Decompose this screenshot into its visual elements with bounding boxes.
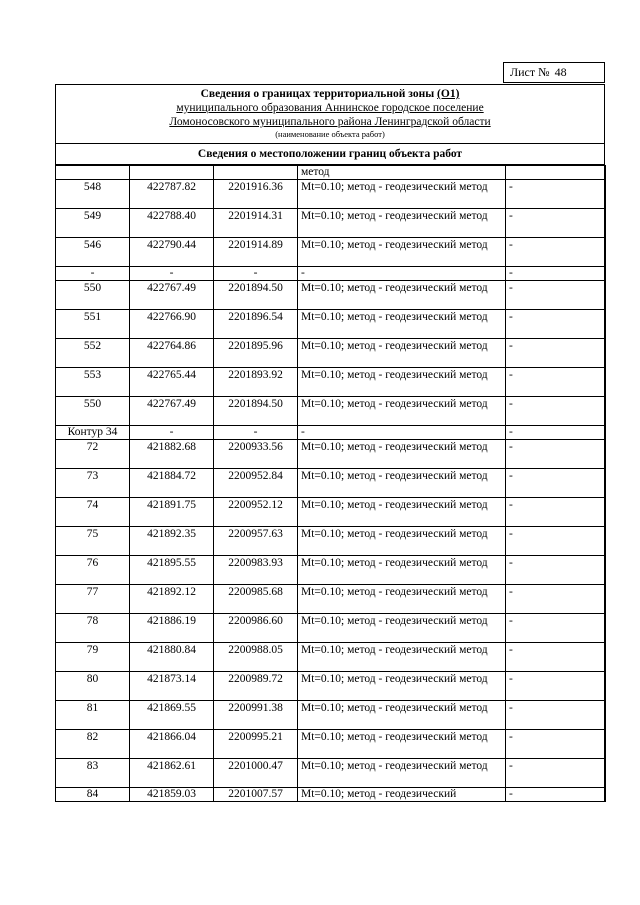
cell-note: - (506, 788, 606, 802)
cell-number (56, 166, 130, 180)
cell-number: 553 (56, 368, 130, 397)
cell-description: Mt=0.10; метод - геодезический метод (298, 556, 506, 585)
cell-note: - (506, 209, 606, 238)
cell-description: Mt=0.10; метод - геодезический метод (298, 180, 506, 209)
cell-number: 78 (56, 614, 130, 643)
cell-x: 421869.55 (130, 701, 214, 730)
cell-y: 2201914.89 (214, 238, 298, 267)
cell-number: 73 (56, 469, 130, 498)
table-row (56, 730, 606, 759)
cell-description: Mt=0.10; метод - геодезический метод (298, 469, 506, 498)
cell-x: 421882.68 (130, 440, 214, 469)
cell-y: 2200957.63 (214, 527, 298, 556)
cell-number: 80 (56, 672, 130, 701)
cell-description: Mt=0.10; метод - геодезический метод (298, 209, 506, 238)
cell-description: Mt=0.10; метод - геодезический метод (298, 281, 506, 310)
cell-note: - (506, 498, 606, 527)
cell-note: - (506, 585, 606, 614)
cell-note: - (506, 614, 606, 643)
table-row-separator (56, 426, 606, 440)
cell-description: Mt=0.10; метод - геодезический метод (298, 498, 506, 527)
cell-x: 421892.35 (130, 527, 214, 556)
table-row (56, 759, 606, 788)
cell-note: - (506, 281, 606, 310)
cell-note: - (506, 310, 606, 339)
table-row (56, 238, 606, 267)
cell-note: - (506, 759, 606, 788)
cell-y: 2201896.54 (214, 310, 298, 339)
cell-number: 75 (56, 527, 130, 556)
sheet-number-box (503, 62, 605, 83)
cell-y: 2200952.84 (214, 469, 298, 498)
cell-number: 76 (56, 556, 130, 585)
cell-note: - (506, 701, 606, 730)
cell-description: Mt=0.10; метод - геодезический метод (298, 759, 506, 788)
title-zone: (О1) (437, 88, 460, 100)
cell-note: - (506, 426, 606, 440)
cell-x: 422765.44 (130, 368, 214, 397)
cell-x: - (130, 426, 214, 440)
cell-description: - (298, 267, 506, 281)
cell-y: 2201914.31 (214, 209, 298, 238)
cell-number: 550 (56, 397, 130, 426)
cell-y (214, 166, 298, 180)
cell-number: 83 (56, 759, 130, 788)
cell-y: 2201894.50 (214, 281, 298, 310)
cell-description: Mt=0.10; метод - геодезический (298, 788, 506, 802)
cell-number: 552 (56, 339, 130, 368)
cell-description: Mt=0.10; метод - геодезический метод (298, 672, 506, 701)
cell-y: 2200933.56 (214, 440, 298, 469)
cell-description: Mt=0.10; метод - геодезический метод (298, 397, 506, 426)
cell-number: 79 (56, 643, 130, 672)
cell-y: 2200989.72 (214, 672, 298, 701)
cell-y: 2200995.21 (214, 730, 298, 759)
table-row (56, 498, 606, 527)
cell-y: 2200952.12 (214, 498, 298, 527)
cell-description: Mt=0.10; метод - геодезический метод (298, 238, 506, 267)
table-row (56, 339, 606, 368)
table-row (56, 585, 606, 614)
cell-number: 546 (56, 238, 130, 267)
cell-number: - (56, 267, 130, 281)
cell-x: 422764.86 (130, 339, 214, 368)
document-title (56, 87, 604, 101)
cell-description: Mt=0.10; метод - геодезический метод (298, 585, 506, 614)
cell-number: 549 (56, 209, 130, 238)
cell-x: 422767.49 (130, 397, 214, 426)
table-row (56, 643, 606, 672)
cell-x: 421891.75 (130, 498, 214, 527)
cell-x (130, 166, 214, 180)
cell-x: 421866.04 (130, 730, 214, 759)
table-row (56, 440, 606, 469)
cell-x: 422790.44 (130, 238, 214, 267)
cell-y: 2200991.38 (214, 701, 298, 730)
table-row (56, 614, 606, 643)
table-row (56, 527, 606, 556)
cell-y: 2201000.47 (214, 759, 298, 788)
cell-note: - (506, 643, 606, 672)
cell-note: - (506, 527, 606, 556)
table-row (56, 180, 606, 209)
cell-x: 421895.55 (130, 556, 214, 585)
table-row (56, 469, 606, 498)
cell-y: 2201894.50 (214, 397, 298, 426)
cell-description: Mt=0.10; метод - геодезический метод (298, 614, 506, 643)
cell-note: - (506, 368, 606, 397)
cell-number: 551 (56, 310, 130, 339)
table-row (56, 556, 606, 585)
table-row (56, 397, 606, 426)
cell-description: Mt=0.10; метод - геодезический метод (298, 730, 506, 759)
cell-x: 421873.14 (130, 672, 214, 701)
cell-y: 2200983.93 (214, 556, 298, 585)
cell-description: Mt=0.10; метод - геодезический метод (298, 527, 506, 556)
cell-number: 548 (56, 180, 130, 209)
cell-description: Mt=0.10; метод - геодезический метод (298, 339, 506, 368)
cell-x: 422788.40 (130, 209, 214, 238)
cell-note: - (506, 339, 606, 368)
cell-number: 82 (56, 730, 130, 759)
cell-description: Mt=0.10; метод - геодезический метод (298, 643, 506, 672)
cell-note: - (506, 469, 606, 498)
cell-description: - (298, 426, 506, 440)
cell-x: 422767.49 (130, 281, 214, 310)
cell-number: 81 (56, 701, 130, 730)
cell-number: 72 (56, 440, 130, 469)
cell-number: 77 (56, 585, 130, 614)
table-row (56, 672, 606, 701)
table-row (56, 701, 606, 730)
cell-description: Mt=0.10; метод - геодезический метод (298, 310, 506, 339)
cell-description: Mt=0.10; метод - геодезический метод (298, 440, 506, 469)
table-row (56, 281, 606, 310)
cell-note: - (506, 730, 606, 759)
cell-x: 421892.12 (130, 585, 214, 614)
header-district: Ломоносовского муниципального района Ленинградской области (169, 116, 491, 128)
cell-y: 2200986.60 (214, 614, 298, 643)
cell-y: 2200985.68 (214, 585, 298, 614)
coordinates-table (55, 165, 606, 802)
cell-y: 2201007.57 (214, 788, 298, 802)
cell-note (506, 166, 606, 180)
document-frame (55, 84, 605, 802)
cell-y: 2201893.92 (214, 368, 298, 397)
title-prefix: Сведения о границах территориальной зоны (200, 88, 435, 100)
cell-note: - (506, 238, 606, 267)
cell-x: 422787.82 (130, 180, 214, 209)
table-row (56, 368, 606, 397)
cell-x: 421862.61 (130, 759, 214, 788)
cell-note: - (506, 267, 606, 281)
cell-note: - (506, 180, 606, 209)
cell-y: - (214, 267, 298, 281)
section-title: Сведения о местоположении границ объекта работ (56, 144, 604, 165)
cell-x: 421859.03 (130, 788, 214, 802)
table-row-separator (56, 267, 606, 281)
cell-y: 2201916.36 (214, 180, 298, 209)
cell-description: Mt=0.10; метод - геодезический метод (298, 701, 506, 730)
document-header (56, 85, 604, 144)
cell-number: 84 (56, 788, 130, 802)
cell-description: Mt=0.10; метод - геодезический метод (298, 368, 506, 397)
cell-note: - (506, 397, 606, 426)
table-row-continuation (56, 166, 606, 180)
cell-note: - (506, 556, 606, 585)
cell-x: 421880.84 (130, 643, 214, 672)
cell-y: 2200988.05 (214, 643, 298, 672)
sheet-label: Лист № (510, 65, 550, 79)
header-caption: (наименование объекта работ) (275, 129, 385, 139)
cell-number: 550 (56, 281, 130, 310)
sheet-number: 48 (554, 65, 567, 79)
cell-y: - (214, 426, 298, 440)
cell-x: 421886.19 (130, 614, 214, 643)
cell-number: Контур 34 (56, 426, 130, 440)
cell-x: - (130, 267, 214, 281)
cell-y: 2201895.96 (214, 339, 298, 368)
cell-x: 422766.90 (130, 310, 214, 339)
cell-note: - (506, 440, 606, 469)
table-row (56, 310, 606, 339)
cell-x: 421884.72 (130, 469, 214, 498)
cell-description: метод (298, 166, 506, 180)
table-row (56, 788, 606, 802)
table-row (56, 209, 606, 238)
cell-note: - (506, 672, 606, 701)
header-municipality: муниципального образования Аннинское городское поселение (176, 102, 484, 114)
cell-number: 74 (56, 498, 130, 527)
